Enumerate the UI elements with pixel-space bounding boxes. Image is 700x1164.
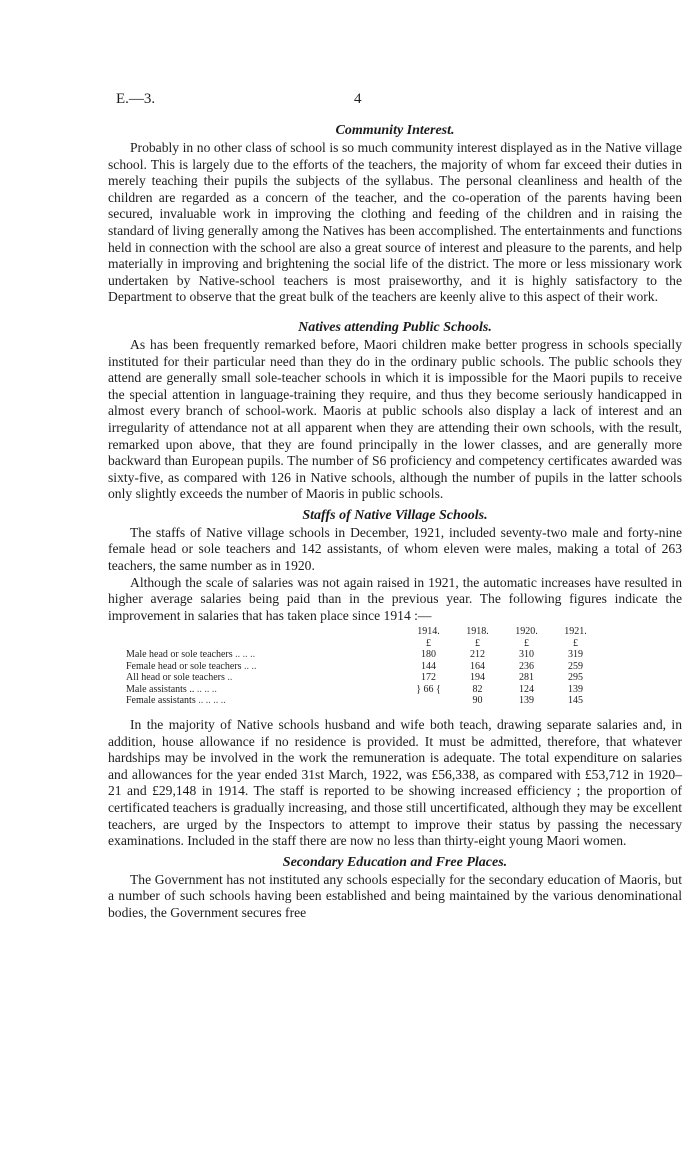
- table-cell: 281: [519, 672, 534, 684]
- table-cell: 212: [470, 649, 485, 661]
- table-cell: 194: [470, 672, 485, 684]
- table-row: [126, 649, 600, 661]
- table-cell: 180: [421, 649, 436, 661]
- row-leaders: .. .. ..: [235, 649, 256, 661]
- paragraph-staffs-2: Although the scale of salaries was not again raised in 1921, the automatic increases have resulted in higher average salaries being paid than in the previous year. The following figures indicate the improvement in salaries that has taken place since 1914 :—: [108, 574, 682, 623]
- table-cell: 310: [519, 649, 534, 661]
- paragraph-secondary-education: The Government has not instituted any schools especially for the secondary education of Maoris, but a number of such schools having been established and being maintained by the various denominational bodies, the Government secures free: [108, 871, 682, 920]
- section-heading-community-interest: Community Interest.: [335, 123, 455, 138]
- row-label: Female head or sole teachers: [126, 660, 242, 672]
- table-cell: [404, 695, 453, 707]
- main-text: [108, 122, 682, 921]
- section-heading-public-schools: Natives attending Public Schools.: [298, 319, 492, 335]
- table-cell: 124: [519, 683, 534, 695]
- page-number: 4: [354, 91, 362, 107]
- table-row: [126, 695, 600, 707]
- unit-header: £: [475, 637, 480, 649]
- section-heading-secondary-education: Secondary Education and Free Places.: [282, 854, 508, 870]
- row-label: Female assistants: [126, 695, 196, 707]
- table-cell: 139: [519, 695, 534, 707]
- row-leaders: .. ..: [244, 660, 257, 672]
- year-header: 1918.: [466, 626, 489, 638]
- table-cell: 139: [568, 683, 583, 695]
- row-leaders: .. .. .. ..: [198, 695, 226, 707]
- year-header: 1914.: [417, 626, 440, 638]
- row-leaders: .. .. ..: [196, 683, 217, 695]
- table-cell: 236: [519, 660, 534, 672]
- table-cell: 82: [472, 683, 483, 695]
- report-code: E.—3.: [116, 91, 156, 107]
- table-row: [126, 661, 600, 673]
- table-cell: 259: [568, 660, 583, 672]
- table-cell: 164: [470, 660, 485, 672]
- paragraph-staffs-1: The staffs of Native village schools in December, 1921, included seventy-two male and forty-nine female head or sole teachers and 142 assistants, of whom eleven were males, making a total of 263 teachers, the same number as in 1920.: [108, 524, 682, 574]
- paragraph-community-interest: Probably in no other class of school is so much community interest displayed as in the Native village school. This is largely due to the efforts of the teachers, the majority of whom far exceed their duties in merely teaching their pupils the subjects of the syllabus. The personal cleanliness and health of the children are regarded as a concern of the teacher, and the co-operation of the parents having been secured, invaluable work in improving the clothing and feeding of the children and in raising the standard of living generally among the Natives has been accomplished. The entertainments and functions held in connection with the school are also a great source of interest and pleasure to the parents, and help materially in improving and brightening the social life of the district. The more or less missionary work undertaken by Native-school teachers is most praiseworthy, and it is highly satisfactory to the Department to observe that the great bulk of the teachers are keenly alive to this aspect of their work.: [108, 140, 682, 305]
- table-cell: 145: [568, 695, 583, 707]
- unit-header: £: [524, 637, 529, 649]
- table-cell: 319: [568, 649, 583, 661]
- salary-table: [126, 626, 600, 707]
- table-cell: 172: [421, 672, 436, 684]
- salary-table-year-row: [126, 626, 600, 638]
- page-header: [0, 91, 700, 111]
- table-cell: 144: [421, 660, 436, 672]
- row-label: Male head or sole teachers: [126, 649, 233, 661]
- unit-header: £: [573, 637, 578, 649]
- row-label: All head or sole teachers: [126, 672, 225, 684]
- row-leaders: ..: [227, 672, 233, 684]
- unit-header: £: [426, 637, 431, 649]
- row-label: Male assistants ..: [126, 683, 195, 695]
- paragraph-public-schools: As has been frequently remarked before, Maori children make better progress in schools specially instituted for their particular need than they do in the ordinary public schools. The public schools they attend are generally small sole-teacher schools in which it is impossible for the Maori pupils to receive the special attention in language-training they require, and thus they become seriously handicapped in almost every branch of school-work. Maoris at public schools also display a lack of interest and an irregularity of attendance not at all apparent when they are attending their own schools, with the result, remarked upon above, that they are found principally in the lower classes, and are generally more backward than European pupils. The number of S6 proficiency and competency certificates awarded was sixty-five, as compared with 126 in Native schools, although the number of pupils in the latter schools only slightly exceeds the number of Maoris in public schools.: [108, 336, 682, 502]
- table-row: [126, 672, 600, 684]
- year-header: 1920.: [515, 626, 538, 638]
- year-header: 1921.: [564, 626, 587, 638]
- table-cell: 295: [568, 672, 583, 684]
- section-heading-staffs: Staffs of Native Village Schools.: [302, 507, 488, 523]
- table-cell: } 66 {: [416, 683, 441, 695]
- paragraph-staffs-3: In the majority of Native schools husband and wife both teach, drawing separate salaries and, in addition, house allowance if no residence is provided. It must be admitted, therefore, that whatever hardships may be involved in the work the remuneration is adequate. The total expenditure on salaries and allowances for the year ended 31st March, 1922, was £56,338, as compared with £53,712 in 1920–21 and £29,148 in 1914. The staff is reported to be showing increased efficiency ; the proportion of certificated teachers is gradually increasing, and those still uncertificated, although they may be excellent teachers, are urged by the Inspectors to attempt to improve their status by passing the necessary examinations. Included in the staff there are now no less than thirty-eight young Maori women.: [108, 716, 682, 849]
- table-row: [126, 684, 600, 696]
- salary-table-unit-row: [126, 638, 600, 650]
- table-cell: 90: [472, 695, 483, 707]
